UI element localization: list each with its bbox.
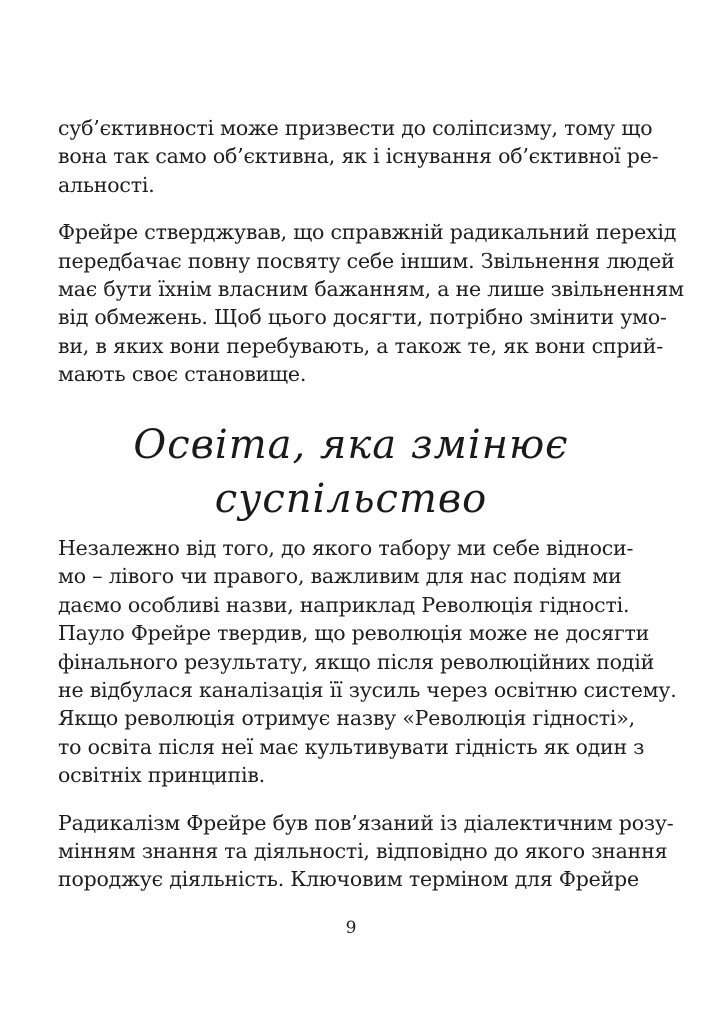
text-line: Якщо революція отримує назву «Революція гідності»,	[58, 706, 635, 731]
paragraph-radicalism	[58, 809, 674, 894]
text-line: суб’єктивності може призвести до соліпсизму, тому що	[58, 116, 653, 140]
text-line: вона так само об’єктивна, як і існування об’єктивної ре-	[58, 144, 659, 169]
text-line: альності.	[58, 172, 155, 197]
text-line: Незалежно від того, до якого табору ми себе відноси-	[58, 536, 634, 560]
text-line: фінального результату, якщо після революційних подій	[58, 649, 655, 674]
text-line: Пауло Фрейре твердив, що революція може не досягти	[58, 621, 650, 646]
paragraph-freire-transition	[58, 218, 684, 388]
text-line: має бути їхнім власним бажанням, а не лише звільненням	[58, 277, 684, 302]
section-heading	[58, 418, 644, 526]
text-line: породжує діяльність. Ключовим терміном для Фрейре	[58, 867, 639, 892]
paragraph-solipsism	[58, 114, 659, 199]
text-line: від обмежень. Щоб цього досягти, потрібно змінити умо-	[58, 305, 667, 330]
text-line: передбачає повну посвяту себе іншим. Звільнення людей	[58, 248, 675, 273]
bottom-text-block	[58, 534, 677, 894]
section-heading-line: суспільство	[214, 476, 488, 522]
section-heading-line: Освіта, яка змінює	[133, 422, 569, 468]
text-line: Радикалізм Фрейре був пов’язаний із діалектичним розу-	[58, 810, 674, 835]
text-line: мо – лівого чи правого, важливим для нас подіям ми	[58, 564, 622, 589]
text-line: мають своє становище.	[58, 362, 307, 387]
text-line: не відбулася каналізація її зусиль через освітню систему.	[58, 678, 677, 703]
page-number: 9	[345, 918, 357, 938]
text-line: мінням знання та діяльності, відповідно до якого знання	[58, 839, 668, 864]
text-line: освітніх принципів.	[58, 763, 265, 788]
text-line: то освіта після неї має культивувати гідність як один з	[58, 734, 645, 759]
top-text-block	[58, 114, 684, 389]
text-line: даємо особливі назви, наприклад Революція гідності.	[58, 592, 630, 617]
paragraph-revolution	[58, 534, 677, 790]
text-line: Фрейре стверджував, що справжній радикальний перехід	[58, 220, 677, 245]
text-line: ви, в яких вони перебувають, а також те, як вони сприй-	[58, 333, 663, 358]
